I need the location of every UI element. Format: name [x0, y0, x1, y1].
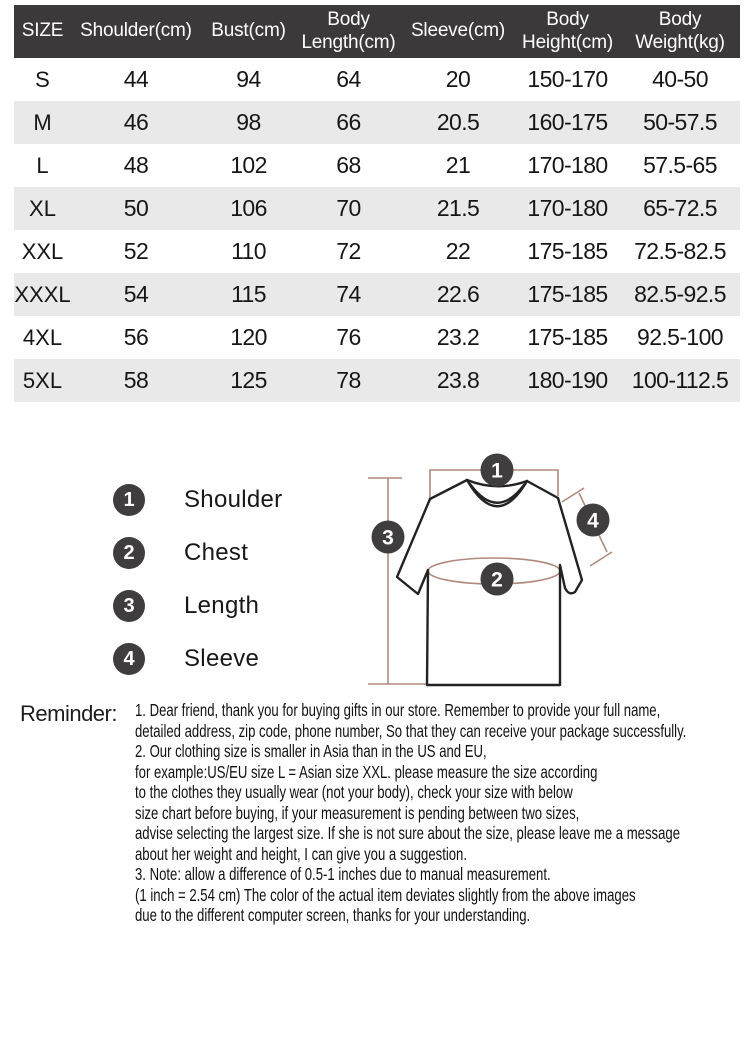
cell-weight: 92.5-100	[637, 324, 723, 350]
cell-length: 64	[336, 66, 361, 92]
cell-shoulder: 50	[123, 195, 149, 221]
legend-label: Shoulder	[184, 486, 283, 513]
cell-bust: 120	[230, 324, 267, 350]
cell-bust: 98	[236, 109, 261, 135]
cell-weight: 100-112.5	[631, 367, 729, 393]
cell-sleeve: 20	[445, 66, 471, 92]
cell-length: 72	[336, 238, 361, 264]
table-row	[14, 144, 740, 187]
note-line: for example:US/EU size L = Asian size XXL. please measure the size according	[135, 761, 598, 782]
cell-bust: 115	[231, 281, 266, 307]
cell-height: 175-185	[527, 238, 608, 264]
cell-bust: 94	[236, 66, 261, 92]
header-shoulder: Shoulder(cm)	[71, 5, 201, 58]
cell-weight: 57.5-65	[643, 152, 717, 178]
cell-shoulder: 46	[123, 109, 149, 135]
legend-label: Length	[184, 592, 260, 619]
note-line: 1. Dear friend, thank you for buying gifts in our store. Remember to provide your full name,	[135, 700, 661, 720]
cell-sleeve: 22	[445, 238, 471, 264]
note-line: due to the different computer screen, thanks for your understanding.	[135, 905, 531, 925]
table-header-row	[14, 5, 740, 58]
table-row	[14, 359, 740, 402]
header-body-length: Body Length(cm)	[296, 5, 401, 58]
cell-length: 68	[336, 152, 361, 178]
cell-weight: 40-50	[652, 66, 708, 92]
number-badge-1: 1	[113, 484, 145, 516]
cell-shoulder: 58	[123, 367, 149, 393]
svg-text:4: 4	[587, 509, 599, 533]
cell-size: 5XL	[22, 367, 63, 393]
measure-legend	[113, 484, 282, 675]
cell-size: XXL	[21, 238, 64, 264]
cell-size: 4XL	[22, 324, 63, 350]
reminder-section	[20, 700, 750, 926]
note-line: advise selecting the largest size. If she is not sure about the size, please leave me a message	[135, 823, 680, 843]
cell-height: 175-185	[527, 324, 608, 350]
header-sleeve: Sleeve(cm)	[401, 5, 515, 58]
header-bust: Bust(cm)	[201, 5, 296, 58]
cell-bust: 125	[230, 367, 267, 393]
cell-length: 74	[336, 281, 361, 307]
cell-length: 78	[336, 367, 361, 393]
header-body-weight: Body Weight(kg)	[620, 5, 740, 58]
cell-size: S	[35, 66, 50, 92]
cell-weight: 65-72.5	[643, 195, 717, 221]
cell-length: 76	[336, 324, 361, 350]
note-line: about her weight and height, I can give you a suggestion.	[135, 843, 468, 864]
cell-height: 175-185	[527, 281, 608, 307]
diagram-marker-shoulder	[481, 454, 514, 487]
legend-item-sleeve	[113, 643, 282, 675]
cell-size: M	[33, 109, 52, 135]
cell-size: XXXL	[14, 281, 71, 307]
cell-bust: 106	[230, 195, 267, 221]
measurement-diagram-section	[0, 440, 750, 692]
header-body-height: Body Height(cm)	[515, 5, 620, 58]
table-row	[14, 230, 740, 273]
note-line: to the clothes they usually wear (not your body), check your size with below	[135, 782, 573, 802]
cell-shoulder: 44	[123, 66, 149, 92]
cell-weight: 50-57.5	[643, 109, 717, 135]
cell-sleeve: 20.5	[436, 109, 480, 135]
legend-label: Chest	[184, 539, 249, 566]
note-line: (1 inch = 2.54 cm) The color of the actual item deviates slightly from the above images	[135, 884, 636, 905]
cell-weight: 82.5-92.5	[634, 281, 726, 307]
cell-sleeve: 22.6	[436, 281, 480, 307]
cell-shoulder: 56	[123, 324, 149, 350]
number-badge-4: 4	[113, 643, 145, 675]
svg-text:3: 3	[382, 526, 394, 550]
cell-shoulder: 52	[123, 238, 149, 264]
cell-weight: 72.5-82.5	[634, 238, 726, 264]
table-row	[14, 273, 740, 316]
table-row	[14, 187, 740, 230]
table-row	[14, 58, 740, 101]
table-row	[14, 316, 740, 359]
legend-item-chest	[113, 537, 282, 569]
note-line: 3. Note: allow a difference of 0.5-1 inches due to manual measurement.	[135, 864, 551, 884]
cell-height: 150-170	[527, 66, 608, 92]
cell-height: 170-180	[527, 152, 608, 178]
cell-size: L	[36, 152, 49, 178]
cell-length: 70	[336, 195, 361, 221]
cell-bust: 102	[230, 152, 267, 178]
cell-sleeve: 21	[445, 152, 471, 178]
size-chart-table	[14, 5, 740, 402]
cell-shoulder: 54	[123, 281, 149, 307]
cell-sleeve: 21.5	[436, 195, 480, 221]
header-size: SIZE	[14, 5, 71, 58]
cell-shoulder: 48	[123, 152, 149, 178]
reminder-label: Reminder:	[20, 701, 117, 726]
legend-item-length	[113, 590, 282, 622]
cell-sleeve: 23.2	[436, 324, 480, 350]
table-row	[14, 101, 740, 144]
svg-text:1: 1	[491, 459, 503, 483]
cell-height: 180-190	[527, 367, 608, 393]
cell-sleeve: 23.8	[436, 367, 480, 393]
note-line: size chart before buying, if your measurement is pending between two sizes,	[135, 802, 580, 823]
note-line: 2. Our clothing size is smaller in Asia than in the US and EU,	[135, 741, 487, 761]
note-line: detailed address, zip code, phone number, So that they can receive your package successfully.	[135, 720, 687, 741]
cell-size: XL	[29, 195, 56, 221]
diagram-marker-chest	[481, 563, 514, 596]
reminder-notes	[135, 700, 686, 926]
legend-label: Sleeve	[184, 645, 260, 672]
cell-bust: 110	[231, 238, 266, 264]
number-badge-2: 2	[113, 537, 145, 569]
legend-item-shoulder	[113, 484, 282, 516]
svg-text:2: 2	[491, 568, 503, 592]
number-badge-3: 3	[113, 590, 145, 622]
diagram-marker-length	[372, 521, 405, 554]
diagram-marker-sleeve	[577, 504, 610, 537]
cell-height: 160-175	[527, 109, 608, 135]
cell-height: 170-180	[527, 195, 608, 221]
cell-length: 66	[336, 109, 361, 135]
tshirt-measurement-diagram	[360, 440, 690, 692]
